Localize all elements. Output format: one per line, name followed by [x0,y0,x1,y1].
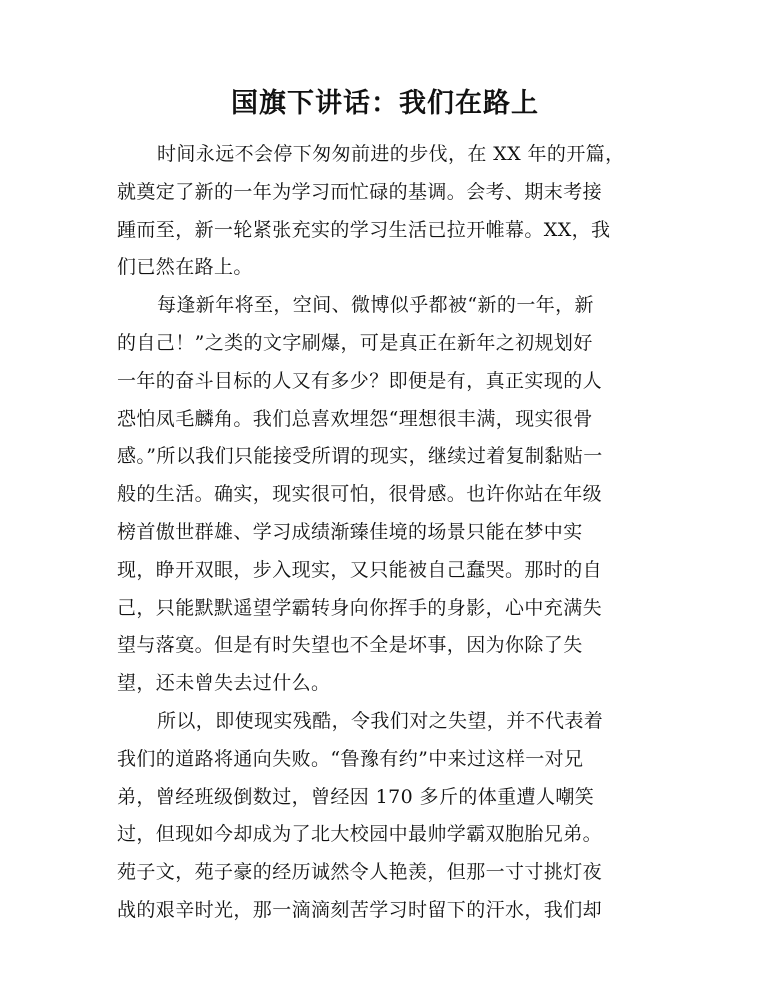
paragraph-2-line-8: 现，睁开双眼，步入现实，又只能被自己蠢哭。那时的自 [117,558,603,581]
paragraph-2-line-1: 每逢新年将至，空间、微博似乎都被“新的一年，新 [157,294,594,317]
paragraph-3-line-4: 过，但现如今却成为了北大校园中最帅学霸双胞胎兄弟。 [117,823,603,846]
document-title: 国旗下讲话：我们在路上 [231,88,539,119]
document-body [117,136,647,930]
paragraph-1-line-4: 们已然在路上。 [117,256,253,279]
paragraph-2-line-10: 望与落寞。但是有时失望也不全是坏事，因为你除了失 [117,634,583,657]
paragraph-3-line-2: 我们的道路将通向失败。“鲁豫有约”中来过这样一对兄 [117,747,584,770]
paragraph-3-line-3: 弟，曾经班级倒数过，曾经因 170 多斤的体重遭人嘲笑 [117,785,595,808]
paragraph-2-line-7: 榜首傲世群雄、学习成绩渐臻佳境的场景只能在梦中实 [117,520,583,543]
paragraph-2-line-4: 恐怕凤毛麟角。我们总喜欢埋怨“理想很丰满，现实很骨 [117,407,593,430]
paragraph-1-line-2: 就奠定了新的一年为学习而忙碌的基调。会考、期末考接 [117,180,603,203]
paragraph-2-line-5: 感。”所以我们只能接受所谓的现实，继续过着复制黏贴一 [117,445,603,468]
paragraph-2-line-11: 望，还未曾失去过什么。 [117,672,331,695]
paragraph-1-line-1: 时间永远不会停下匆匆前进的步伐，在 XX 年的开篇， [157,143,625,165]
paragraph-2-line-6: 般的生活。确实，现实很可怕，很骨感。也许你站在年级 [117,483,603,506]
paragraph-3-line-1: 所以，即使现实残酷，令我们对之失望，并不代表着 [157,709,604,732]
paragraph-2-line-3: 一年的奋斗目标的人又有多少？即便是有，真正实现的人 [117,369,603,392]
paragraph-2-line-9: 己，只能默默遥望学霸转身向你挥手的身影，心中充满失 [117,596,603,619]
paragraph-1-line-3: 踵而至，新一轮紧张充实的学习生活已拉开帷幕。XX，我 [117,218,611,241]
paragraph-2-line-2: 的自己！”之类的文字刷爆，可是真正在新年之初规划好 [117,331,593,354]
paragraph-3-line-6: 战的艰辛时光，那一滴滴刻苦学习时留下的汗水，我们却 [117,898,603,921]
paragraph-3-line-5: 苑子文，苑子豪的经历诚然令人艳羡，但那一寸寸挑灯夜 [117,861,603,884]
